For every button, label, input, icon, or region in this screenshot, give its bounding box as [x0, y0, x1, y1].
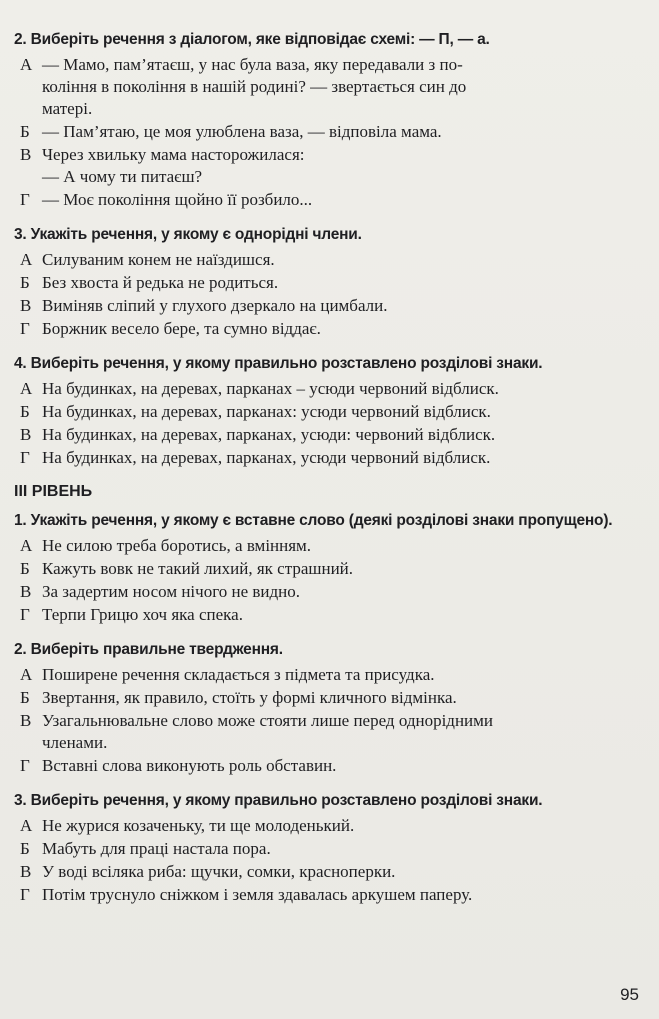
option-letter: А	[20, 379, 33, 398]
answer-option	[14, 604, 645, 626]
option-line: Виміняв сліпий у глухого дзеркало на цимбали.	[42, 296, 388, 315]
question-number: 4.	[14, 355, 27, 372]
option-letter: Г	[20, 190, 30, 209]
option-line: На будинках, на деревах, парканах, усюди червоний відблиск.	[42, 448, 491, 467]
answer-option	[14, 295, 645, 317]
answer-option	[14, 144, 645, 188]
question	[14, 225, 645, 340]
option-text	[42, 189, 645, 211]
option-line: На будинках, на деревах, парканах – усюди червоний відблиск.	[42, 379, 499, 398]
option-letter: А	[20, 536, 33, 555]
answer-option	[14, 54, 645, 120]
question-number: 3.	[14, 226, 27, 243]
option-text	[42, 318, 645, 340]
question-prompt	[14, 640, 645, 660]
option-line: — Моє покоління щойно її розбило...	[42, 190, 313, 209]
question-prompt	[14, 30, 645, 50]
question-text: Виберіть правильне твердження.	[30, 641, 283, 658]
option-letter: В	[20, 582, 32, 601]
option-text	[42, 249, 645, 271]
answer-option	[14, 249, 645, 271]
question-number: 2.	[14, 641, 27, 658]
question	[14, 354, 645, 469]
option-text	[42, 378, 645, 400]
option-letter: Г	[20, 756, 30, 775]
option-letter: В	[20, 296, 32, 315]
answer-option	[14, 189, 645, 211]
option-letter: Б	[20, 559, 30, 578]
option-line: Терпи Грицю хоч яка спека.	[42, 605, 243, 624]
option-text	[42, 54, 645, 120]
question	[14, 791, 645, 906]
option-line: — Мамо, пам’ятаєш, у нас була ваза, яку передавали з по-	[42, 55, 463, 74]
option-line: Силуваним конем не наїздишся.	[42, 250, 275, 269]
page-content	[14, 30, 645, 920]
question-text: Виберіть речення, у якому правильно розставлено розділові знаки.	[30, 355, 543, 372]
option-text	[42, 815, 645, 837]
question-prompt	[14, 511, 645, 531]
option-line: Не силою треба боротись, а вмінням.	[42, 536, 312, 555]
option-text	[42, 121, 645, 143]
option-text	[42, 755, 645, 777]
option-letter: Г	[20, 448, 30, 467]
option-letter: Г	[20, 605, 30, 624]
question-number: 2.	[14, 31, 27, 48]
option-line: Звертання, як правило, стоїть у формі кличного відмінка.	[42, 688, 457, 707]
option-text	[42, 144, 645, 188]
option-line: За задертим носом нічого не видно.	[42, 582, 301, 601]
question-text: Укажіть речення, у якому є однорідні члени.	[30, 226, 362, 243]
option-line: Без хвоста й редька не родиться.	[42, 273, 279, 292]
option-line: — А чому ти питаєш?	[42, 167, 203, 186]
answer-option	[14, 581, 645, 603]
option-line: Вставні слова виконують роль обставин.	[42, 756, 337, 775]
answer-option	[14, 755, 645, 777]
option-letter: В	[20, 711, 32, 730]
option-text	[42, 710, 645, 754]
answer-option	[14, 535, 645, 557]
option-text	[42, 401, 645, 423]
answer-option	[14, 424, 645, 446]
answer-option	[14, 447, 645, 469]
question-prompt	[14, 225, 645, 245]
option-line: Боржник весело бере, та сумно віддає.	[42, 319, 321, 338]
answer-option	[14, 710, 645, 754]
option-text	[42, 295, 645, 317]
option-letter: А	[20, 665, 33, 684]
question	[14, 30, 645, 211]
option-line: На будинках, на деревах, парканах: усюди червоний відблиск.	[42, 402, 491, 421]
question-number: 3.	[14, 792, 27, 809]
option-text	[42, 838, 645, 860]
answer-option	[14, 558, 645, 580]
option-letter: В	[20, 425, 32, 444]
option-letter: Г	[20, 885, 30, 904]
option-letter: Б	[20, 273, 30, 292]
answer-option	[14, 664, 645, 686]
answer-option	[14, 884, 645, 906]
option-letter: Б	[20, 839, 30, 858]
option-line: Узагальнювальне слово може стояти лише перед однорідними	[42, 711, 494, 730]
question	[14, 640, 645, 777]
option-letter: Б	[20, 122, 30, 141]
option-text	[42, 447, 645, 469]
answer-option	[14, 378, 645, 400]
option-text	[42, 558, 645, 580]
answer-option	[14, 272, 645, 294]
question-number: 1.	[14, 512, 27, 529]
questions-level-3	[14, 511, 645, 906]
option-text	[42, 535, 645, 557]
option-line: Через хвильку мама насторожилася:	[42, 145, 305, 164]
option-letter: А	[20, 816, 33, 835]
answer-option	[14, 318, 645, 340]
question-text: Виберіть речення з діалогом, яке відповідає схемі: — П, — а.	[30, 31, 490, 48]
answer-option	[14, 121, 645, 143]
option-text	[42, 581, 645, 603]
option-letter: В	[20, 145, 32, 164]
option-text	[42, 272, 645, 294]
option-letter: Б	[20, 688, 30, 707]
question-prompt	[14, 791, 645, 811]
option-line: Не журися козаченьку, ти ще молоденький.	[42, 816, 355, 835]
option-line: Кажуть вовк не такий лихий, як страшний.	[42, 559, 354, 578]
option-letter: Г	[20, 319, 30, 338]
option-text	[42, 884, 645, 906]
option-text	[42, 687, 645, 709]
option-line: Мабуть для праці настала пора.	[42, 839, 271, 858]
question	[14, 511, 645, 626]
option-letter: А	[20, 250, 33, 269]
option-line: У воді всіляка риба: щучки, сомки, красноперки.	[42, 862, 396, 881]
answer-option	[14, 861, 645, 883]
option-line: Потім труснуло сніжком і земля здавалась аркушем паперу.	[42, 885, 473, 904]
option-letter: В	[20, 862, 32, 881]
option-text	[42, 604, 645, 626]
question-prompt	[14, 354, 645, 374]
option-line: матері.	[42, 99, 93, 118]
answer-option	[14, 687, 645, 709]
question-text: Виберіть речення, у якому правильно розставлено розділові знаки.	[30, 792, 543, 809]
page-number: 95	[620, 985, 639, 1004]
answer-option	[14, 401, 645, 423]
option-line: Поширене речення складається з підмета та присудка.	[42, 665, 435, 684]
option-line: На будинках, на деревах, парканах, усюди: червоний відблиск.	[42, 425, 496, 444]
option-line: членами.	[42, 733, 108, 752]
option-letter: А	[20, 55, 33, 74]
option-letter: Б	[20, 402, 30, 421]
answer-option	[14, 815, 645, 837]
option-line: — Пам’ятаю, це моя улюблена ваза, — відповіла мама.	[42, 122, 442, 141]
option-line: коління в покоління в нашій родині? — звертається син до	[42, 77, 467, 96]
questions-level-2	[14, 30, 645, 469]
answer-option	[14, 838, 645, 860]
level-heading: ІІІ РІВЕНЬ	[14, 483, 93, 500]
option-text	[42, 424, 645, 446]
option-text	[42, 664, 645, 686]
question-text: Укажіть речення, у якому є вставне слово (деякі розділові знаки пропущено).	[30, 512, 613, 529]
option-text	[42, 861, 645, 883]
